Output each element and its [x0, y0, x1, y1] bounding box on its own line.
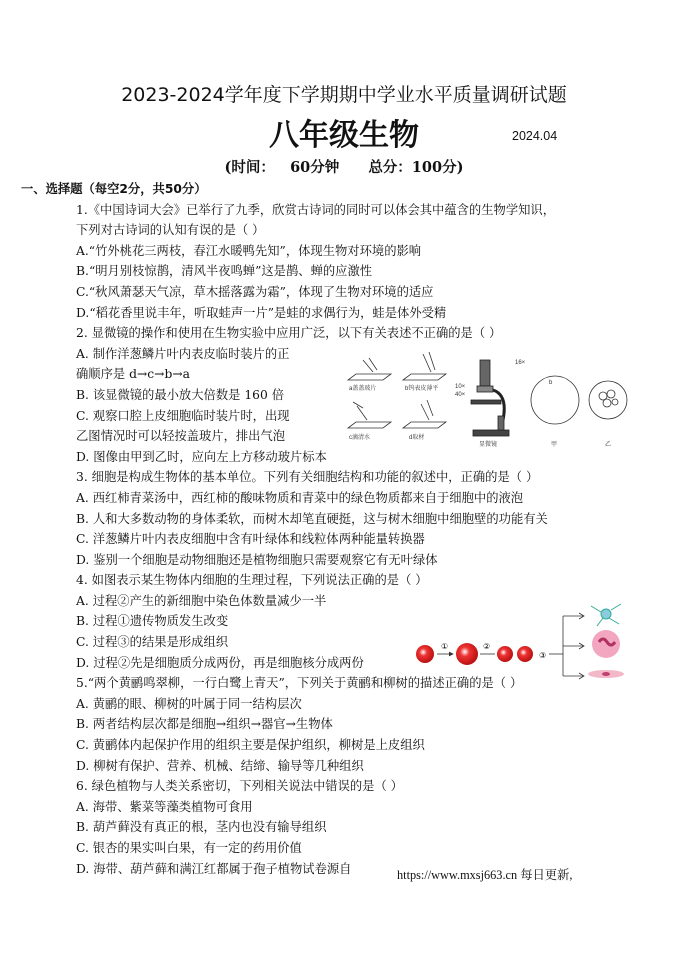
q1-option-d: D.“稻花香里说丰年，听取蛙声一片”是蛙的求偶行为，蛙是体外受精: [76, 305, 447, 320]
q3-stem: 3. 细胞是构成生物体的基本单位。下列有关细胞结构和功能的叙述中，正确的是（ ）: [76, 470, 539, 485]
cell-2: [456, 643, 478, 665]
q4-stem: 4. 如图表示某生物体内细胞的生理过程，下列说法正确的是（ ）: [76, 573, 428, 588]
score-label: 总分：100分): [368, 159, 464, 176]
neuron-illustration: [591, 604, 621, 626]
q3-option-c: C. 洋葱鳞片叶内表皮细胞中含有叶绿体和线粒体两种能量转换器: [76, 532, 425, 547]
q6-option-d: D. 海带、葫芦藓和满江红都属于孢子植物试卷源自: [76, 861, 352, 876]
view-jia: [531, 376, 579, 424]
cell-3a: [497, 646, 513, 662]
q3-option-b: B. 人和大多数动物的身体柔软，而树木却笔直硬挺，这与树木细胞中细胞壁的功能有关: [76, 511, 548, 526]
white-cell-illustration: [592, 630, 620, 658]
cell-1: [416, 645, 434, 663]
label-step-d: d取材: [409, 435, 425, 441]
q6-option-a: A. 海带、紫菜等藻类植物可食用: [76, 799, 253, 814]
q3-option-a: A. 西红柿青菜汤中，西红柿的酸味物质和青菜中的绿色物质都来自于细胞中的液泡: [76, 490, 524, 505]
q2-figure: [343, 350, 628, 450]
label-step-a: a盖盖玻片: [349, 386, 377, 392]
label-step-b: b钨表皮薄平: [405, 386, 439, 392]
q1-stem: 1.《中国诗词大会》已举行了九季，欣赏古诗词的同时可以体会其中蕴含的生物学知识，: [76, 202, 556, 217]
step-b-illustration: [403, 352, 446, 380]
q2-option-a: A. 制作洋葱鳞片叶内表皮临时装片的正: [76, 346, 290, 361]
q1-option-c: C.“秋风萧瑟天气凉，草木摇落露为霜”，体现了生物对环境的适应: [76, 284, 434, 299]
q2-option-d: D. 图像由甲到乙时，应向左上方移动玻片标本: [76, 449, 327, 464]
label-step-c: c滴清水: [349, 435, 371, 441]
q6-option-b: B. 葫芦藓没有真正的根，茎内也没有输导组织: [76, 820, 327, 835]
q5-stem: 5.“两个黄鹂鸣翠柳，一行白鹭上青天”，下列关于黄鹂和柳树的描述正确的是（ ）: [76, 676, 523, 691]
q5-option-d: D. 柳树有保护、营养、机械、结缔、输导等几种组织: [76, 758, 364, 773]
q2-option-a-cont: 确顺序是 d→c→b→a: [76, 367, 190, 382]
exam-date: 2024.04: [512, 129, 558, 143]
q5-option-b: B. 两者结构层次都是细胞→组织→器官→生物体: [76, 717, 333, 732]
view-yi: [589, 381, 627, 419]
q3-option-d: D. 鉴别一个细胞是动物细胞还是植物细胞只需要观察它有无叶绿体: [76, 552, 438, 567]
watermark-text: https://www.mxsj663.cn 每日更新,: [397, 868, 573, 882]
process-1-label: ①: [441, 642, 449, 651]
eyepiece-label: 16×: [515, 360, 526, 366]
q4-option-c: C. 过程③的结果是形成组织: [76, 635, 229, 650]
section-heading: 一、选择题（每空2分，共50分）: [21, 182, 207, 196]
q6-stem: 6. 绿色植物与人类关系密切，下列相关说法中错误的是（ ）: [76, 779, 403, 794]
q1-option-a: A.“竹外桃花三两枝，春江水暖鸭先知”，体现生物对环境的影响: [76, 243, 422, 258]
q2-option-c: C. 观察口腔上皮细胞临时装片时，出现: [76, 408, 290, 423]
objective-label-1: 10×: [455, 384, 466, 390]
q2-option-c-cont: 乙图情况时可以轻按盖玻片，排出气泡: [76, 429, 286, 444]
muscle-cell-illustration: [588, 670, 624, 678]
q1-option-b: B.“明月别枝惊鹊，清风半夜鸣蝉”这是鹊、蝉的应激性: [76, 264, 373, 279]
exam-title: 2023-2024学年度下学期期中学业水平质量调研试题: [121, 84, 567, 106]
step-a-illustration: [348, 358, 391, 380]
q5-option-a: A. 黄鹂的眼、柳树的叶属于同一结构层次: [76, 696, 302, 711]
q1-stem-cont: 下列对古诗词的认知有误的是（ ）: [76, 223, 265, 238]
exam-meta: [0, 156, 688, 177]
q2-stem: 2. 显微镜的操作和使用在生物实验中应用广泛，以下有关表述不正确的是（ ）: [76, 326, 502, 341]
q2-option-b: B. 该显微镜的最小放大倍数是 160 倍: [76, 387, 285, 402]
q4-option-d: D. 过程②先是细胞质分成两份，再是细胞核分成两份: [76, 655, 364, 670]
microscope-label: 显微镜: [479, 442, 498, 448]
step-d-illustration: [403, 400, 446, 428]
view-jia-marker: b: [549, 380, 553, 386]
time-label: (时间： 60分钟: [224, 159, 340, 176]
q5-option-c: C. 黄鹂体内起保护作用的组织主要是保护组织，柳树是上皮组织: [76, 738, 425, 753]
q4-option-a: A. 过程②产生的新细胞中染色体数量减少一半: [76, 593, 327, 608]
objective-label-2: 40×: [455, 392, 466, 398]
q6-option-c: C. 银杏的果实叫白果，有一定的药用价值: [76, 841, 302, 855]
step-c-illustration: [348, 402, 391, 428]
process-3-label: ③: [539, 651, 547, 660]
view-yi-label: 乙: [605, 442, 612, 448]
cell-3b: [517, 646, 533, 662]
process-2-label: ②: [483, 642, 491, 651]
q4-option-b: B. 过程①遗传物质发生改变: [76, 614, 229, 629]
q4-figure: [413, 602, 628, 682]
microscope-illustration: [471, 360, 509, 436]
question-content: [21, 179, 636, 879]
view-jia-label: 甲: [551, 442, 558, 448]
air-bubbles: [599, 390, 618, 407]
subject-title: 八年级生物: [269, 118, 419, 153]
